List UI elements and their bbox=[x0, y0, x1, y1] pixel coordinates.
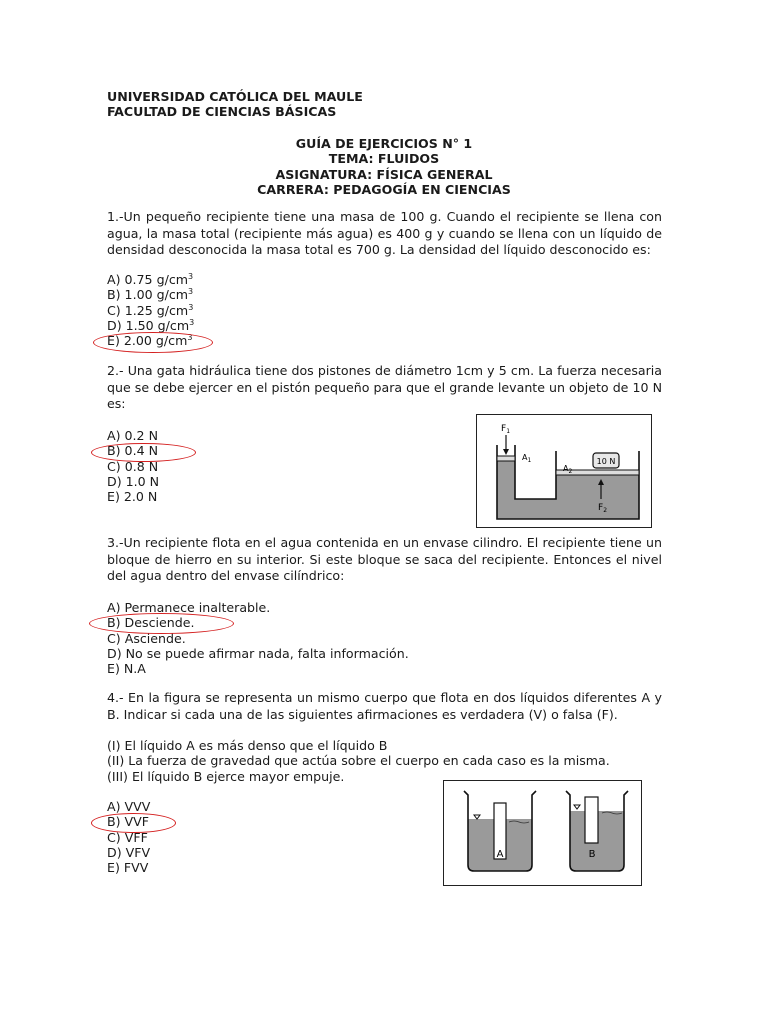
q4-statement-1: (I) El líquido A es más denso que el líquido B bbox=[107, 738, 388, 753]
q3-option-a: A) Permanece inalterable. bbox=[107, 600, 271, 615]
level-marker-a bbox=[474, 815, 480, 819]
q2-option-b: B) 0.4 N bbox=[107, 443, 159, 459]
q4-option-c: C) VFF bbox=[107, 829, 148, 845]
question-4-options bbox=[107, 799, 150, 875]
q1-option-e: E) 2.00 $g/cm^3$ bbox=[107, 333, 193, 349]
q4-option-e: E) FVV bbox=[107, 860, 149, 876]
q1-option-d: D) 1.50 $g/cm^3$ bbox=[107, 317, 195, 333]
question-3-options bbox=[107, 600, 409, 676]
a2-label: $A_2$ bbox=[563, 464, 573, 475]
q3-option-c: C) Asciende. bbox=[107, 630, 186, 646]
q1-option-b: B) 1.00 $g/cm^3$ bbox=[107, 287, 194, 303]
q1-option-a: A) 0.75 $g/cm^3$ bbox=[107, 271, 194, 287]
q4-option-a: A) VVV bbox=[107, 799, 151, 814]
question-2-text: 2.- Una gata hidráulica tiene dos pistones de diámetro 1cm y 5 cm. La fuerza necesaria que se debe ejercer en el pistón pequeño para que el grande levante un objeto de 10 N es: bbox=[107, 363, 662, 411]
q3-option-b: B) Desciende. bbox=[107, 615, 195, 631]
floating-bodies-figure bbox=[443, 780, 642, 886]
a1-label: $A_1$ bbox=[522, 453, 532, 464]
topic-title: TEMA: FLUIDOS bbox=[328, 151, 440, 167]
document-header bbox=[107, 89, 363, 119]
floating-body-b bbox=[585, 797, 598, 843]
university-name: UNIVERSIDAD CATÓLICA DEL MAULE bbox=[107, 89, 363, 104]
hydraulic-jack-figure bbox=[476, 414, 652, 528]
q2-option-a: A) 0.2 N bbox=[107, 428, 158, 443]
faculty-name: FACULTAD DE CIENCIAS BÁSICAS bbox=[107, 104, 337, 119]
label-a: A bbox=[496, 849, 504, 860]
f1-arrowhead bbox=[503, 449, 509, 455]
question-2-options bbox=[107, 428, 159, 504]
question-1-options bbox=[107, 272, 194, 348]
q2-option-c: C) 0.8 N bbox=[107, 458, 159, 474]
f2-label: $F_2$ bbox=[598, 503, 608, 514]
f1-label: $F_1$ bbox=[501, 424, 511, 435]
label-b: B bbox=[588, 849, 596, 860]
question-3-text: 3.-Un recipiente flota en el agua contenida en un envase cilindro. El recipiente tiene un bloque de hierro en su interior. Si este bloque se saca del recipiente. Entonces el nivel del agua dentro del envase cilíndrico: bbox=[107, 535, 662, 583]
career-title: CARRERA: PEDAGOGÍA EN CIENCIAS bbox=[257, 181, 511, 197]
q4-option-b: B) VVF bbox=[107, 814, 150, 830]
floating-bodies-diagram bbox=[444, 781, 641, 885]
question-1-text: 1.-Un pequeño recipiente tiene una masa de 100 g. Cuando el recipiente se llena con agua, la masa total (recipiente más agua) es 400 g y cuando se llena con un líquido de densidad desconocida la masa total es 700 g. La densidad del líquido desconocido es: bbox=[107, 209, 662, 257]
question-4-statements bbox=[107, 738, 610, 784]
question-4-text: 4.- En la figura se representa un mismo cuerpo que flota en dos líquidos diferentes A y B. Indicar si cada una de las siguientes afirmaciones es verdadera (V) o falsa (F). bbox=[107, 690, 662, 722]
q4-statement-2: (II) La fuerza de gravedad que actúa sobre el cuerpo en cada caso es la misma. bbox=[107, 753, 610, 769]
weight-label: 10 N bbox=[596, 457, 616, 466]
small-piston bbox=[497, 456, 515, 461]
q1-option-c: C) 1.25 $g/cm^3$ bbox=[107, 302, 194, 318]
subject-title: ASIGNATURA: FÍSICA GENERAL bbox=[275, 166, 493, 182]
q2-option-e: E) 2.0 N bbox=[107, 489, 158, 505]
level-marker-b bbox=[574, 805, 580, 809]
q2-option-d: D) 1.0 N bbox=[107, 473, 160, 489]
q3-option-d: D) No se puede afirmar nada, falta información. bbox=[107, 645, 409, 661]
q4-statement-3: (III) El líquido B ejerce mayor empuje. bbox=[107, 768, 345, 784]
title-block bbox=[0, 136, 768, 197]
guide-title: GUÍA DE EJERCICIOS N° 1 bbox=[295, 136, 473, 151]
q3-option-e: E) N.A bbox=[107, 661, 146, 677]
q4-option-d: D) VFV bbox=[107, 844, 151, 860]
hydraulic-jack-diagram bbox=[477, 415, 651, 527]
